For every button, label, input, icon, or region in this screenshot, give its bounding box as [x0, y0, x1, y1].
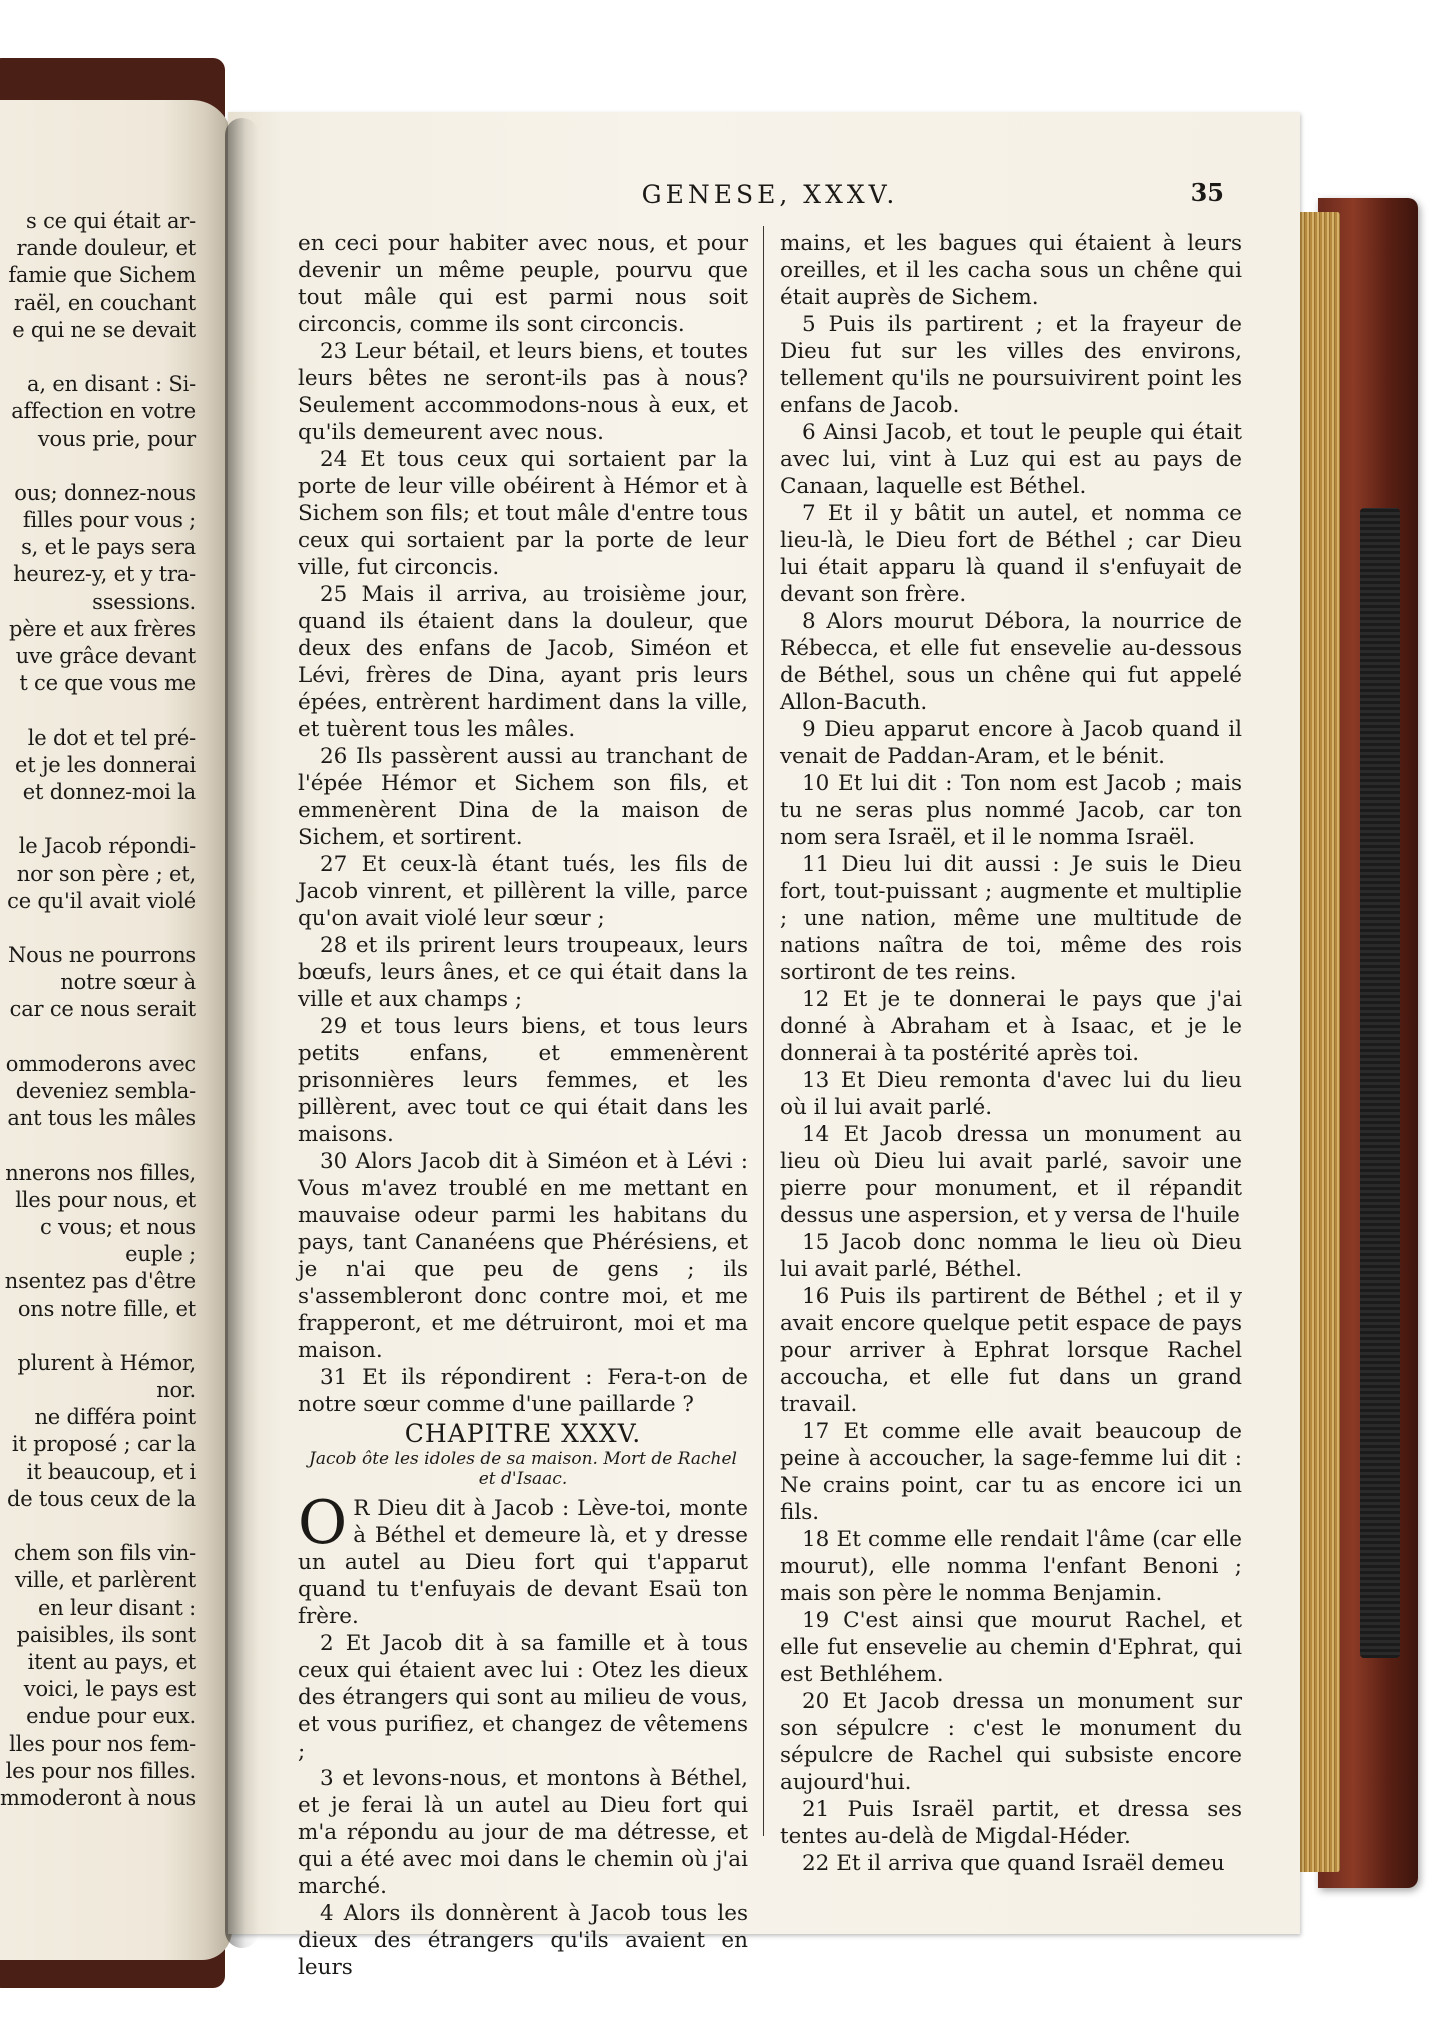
left-page-line: notre sœur à — [60, 970, 196, 995]
left-page-line: le dot et tel pré- — [27, 725, 196, 750]
left-page-line: nsentez pas d'être — [4, 1269, 196, 1294]
left-page-line: de tous ceux de la — [6, 1486, 196, 1511]
verse-paragraph: en ceci pour habiter avec nous, et pour devenir un même peuple, pourvu que tout mâle qui est parmi nous soit circoncis, comme ils sont circoncis. — [298, 231, 748, 337]
left-page-line: s ce qui était ar- — [26, 209, 196, 233]
left-page-line: chem son fils vin- — [13, 1541, 196, 1566]
left-page-line: père et aux frères — [9, 616, 196, 641]
left-page-line — [0, 1513, 196, 1540]
left-page-line: it beaucoup, et i — [26, 1459, 196, 1484]
left-page-line — [0, 344, 196, 371]
verse-paragraph: 12 Et je te donnerai le pays que j'ai donné à Abraham et à Isaac, et je le donnerai à ta postérité après toi. — [780, 987, 1242, 1066]
left-page-line: rande douleur, et — [16, 236, 196, 261]
left-page — [0, 100, 232, 1960]
left-page-line: it proposé ; car la — [11, 1432, 196, 1457]
chapter-summary — [298, 1449, 748, 1489]
verse-1-paragraph — [298, 1488, 748, 1630]
left-page-line: s, et le pays sera — [21, 535, 196, 560]
left-page-line: en leur disant : — [38, 1595, 196, 1620]
verse-paragraph: 18 Et comme elle rendait l'âme (car elle mourut), elle nomma l'enfant Benoni ; mais son père le nomma Benjamin. — [780, 1527, 1242, 1606]
left-page-line: e qui ne se devait — [12, 317, 196, 342]
verse-paragraph: 17 Et comme elle avait beaucoup de peine à accoucher, la sage-femme lui dit : Ne crains point, car tu as encore ici un fils. — [780, 1419, 1242, 1525]
verse-paragraph: 20 Et Jacob dressa un monument sur son sépulcre : c'est le monument du sépulcre de Rachel qui subsiste encore aujourd'hui. — [780, 1689, 1242, 1795]
left-page-line: plurent à Hémor, — [17, 1350, 196, 1375]
left-page-line: affection en votre — [11, 399, 196, 424]
left-page-line: uve grâce devant — [15, 644, 196, 668]
left-page-line: les pour nos filles. — [5, 1758, 196, 1783]
left-page-line: a, en disant : Si- — [27, 372, 196, 397]
left-page-line: Nous ne pourrons — [7, 943, 196, 968]
left-page-line — [0, 453, 196, 480]
verse-paragraph: 9 Dieu apparut encore à Jacob quand il venait de Paddan-Aram, et le bénit. — [780, 717, 1242, 769]
left-page-line: heurez-y, et y tra- — [13, 562, 196, 587]
verse-paragraph: 26 Ils passèrent aussi au tranchant de l'épée Hémor et Sichem son fils, et emmenèrent Dina de la maison de Sichem, et sortirent. — [298, 744, 748, 850]
verse-paragraph: 15 Jacob donc nomma le lieu où Dieu lui avait parlé, Béthel. — [780, 1230, 1242, 1282]
chapter-heading: CHAPITRE XXXV. — [404, 1419, 642, 1448]
verse-paragraph: mains, et les bagues qui étaient à leurs oreilles, et il les cacha sous un chêne qui était auprès de Sichem. — [780, 231, 1242, 310]
right-column — [780, 230, 1242, 1877]
left-page-line: vous prie, pour — [37, 426, 196, 451]
verse-paragraph: 21 Puis Israël partit, et dressa ses tentes au-delà de Migdal-Héder. — [780, 1797, 1242, 1849]
cover-spine-stripe — [1360, 508, 1400, 1658]
left-page-line: itent au pays, et — [27, 1649, 196, 1674]
left-page-text — [0, 208, 196, 1812]
left-page-line: et donnez-moi la — [22, 779, 196, 804]
left-page-line: endue pour eux. — [26, 1704, 196, 1729]
left-page-line: ant tous les mâles — [7, 1106, 196, 1131]
verse-paragraph: 2 Et Jacob dit à sa famille et à tous ceux qui étaient avec lui : Otez les dieux des étrangers qui sont au milieu de vous, et vous purifiez, et changez de vêtemens ; — [298, 1631, 748, 1764]
verse-paragraph: 10 Et lui dit : Ton nom est Jacob ; mais tu ne seras plus nommé Jacob, car ton nom sera Israël, et il le nomma Israël. — [780, 771, 1242, 850]
verse-paragraph: 30 Alors Jacob dit à Siméon et à Lévi : Vous m'avez troublé en me mettant en mauvaise odeur parmi les habitans du pays, tant Cananéens que Phérésiens, et je n'ai que peu de gens ; ils s'assembleront donc contre moi, et me frapperont, et me détruiront, moi et ma maison. — [298, 1149, 748, 1363]
left-page-line: lles pour nos fem- — [9, 1731, 196, 1756]
verse-1-text: R Dieu dit à Jacob : Lève-toi, monte à Béthel et demeure là, et y dresse un autel au Dieu fort qui t'apparut quand tu t'enfuyais de devant Esaü ton frère. — [298, 1496, 748, 1629]
verse-paragraph: 5 Puis ils partirent ; et la frayeur de Dieu fut sur les villes des environs, tellement qu'ils ne poursuivirent point les enfans de Jacob. — [780, 312, 1242, 418]
left-page-line: raël, en couchant — [14, 290, 196, 315]
left-page-line: filles pour vous ; — [22, 508, 196, 533]
left-page-line: car ce nous serait — [9, 997, 196, 1022]
left-page-line: voici, le pays est — [23, 1677, 196, 1702]
left-page-line: paisibles, ils sont — [16, 1622, 196, 1647]
verse-paragraph: 3 et levons-nous, et montons à Béthel, et je ferai là un autel au Dieu fort qui m'a répondu au jour de ma détresse, et qui a été avec moi dans le chemin où j'ai marché. — [298, 1766, 748, 1899]
left-page-line: euple ; — [125, 1242, 196, 1267]
page-number: 35 — [1190, 178, 1224, 207]
verse-paragraph: 28 et ils prirent leurs troupeaux, leurs bœufs, leurs ânes, et ce qui était dans la ville et aux champs ; — [298, 933, 748, 1012]
gutter-shadow — [225, 118, 259, 1948]
left-page-line: ommoderons avec — [5, 1051, 196, 1076]
verse-paragraph: 31 Et ils répondirent : Fera-t-on de notre sœur comme d'une paillarde ? — [298, 1365, 748, 1417]
page-edges — [1300, 212, 1340, 1872]
verse-paragraph: 25 Mais il arriva, au troisième jour, quand ils étaient dans la douleur, que deux des enfans de Jacob, Siméon et Lévi, frères de Dina, ayant pris leurs épées, entrèrent hardiment dans la ville, et tuèrent tous les mâles. — [298, 582, 748, 742]
verse-paragraph: 8 Alors mourut Débora, la nourrice de Rébecca, et elle fut ensevelie au-dessous de Béthel, sous un chêne qui fut appelé Allon-Bacuth. — [780, 609, 1242, 715]
left-page-line — [0, 1132, 196, 1159]
verse-paragraph: 13 Et Dieu remonta d'avec lui du lieu où il lui avait parlé. — [780, 1068, 1242, 1120]
left-page-line: nor son père ; et, — [16, 861, 196, 886]
verse-paragraph: 27 Et ceux-là étant tués, les fils de Jacob vinrent, et pillèrent la ville, parce qu'on avait violé leur sœur ; — [298, 852, 748, 931]
verse-paragraph: 29 et tous leurs biens, et tous leurs petits enfans, et emmenèrent prisonnières leurs femmes, et les pillèrent, avec tout ce qui était dans les maisons. — [298, 1014, 748, 1147]
left-page-line — [0, 697, 196, 724]
verse-paragraph: 14 Et Jacob dressa un monument au lieu où Dieu lui avait parlé, savoir une pierre pour monument, et il répandit dessus une aspersion, et y versa de l'huile — [780, 1122, 1242, 1228]
column-rule — [763, 226, 764, 1836]
verse-paragraph: 11 Dieu lui dit aussi : Je suis le Dieu fort, tout-puissant ; augmente et multiplie ; une nation, même une multitude de nations naîtra de toi, même des rois sortiront de tes reins. — [780, 852, 1242, 985]
left-page-line: le Jacob répondi- — [18, 834, 196, 859]
left-page-line: et je les donnerai — [15, 752, 196, 777]
left-page-line: lles pour nous, et — [15, 1187, 196, 1212]
verse-paragraph: 6 Ainsi Jacob, et tout le peuple qui était avec lui, vint à Luz qui est au pays de Canaan, laquelle est Béthel. — [780, 420, 1242, 499]
left-page-line: famie que Sichem — [8, 263, 196, 288]
left-page-line: nnerons nos filles, — [5, 1160, 196, 1185]
verse-paragraph: 19 C'est ainsi que mourut Rachel, et elle fut ensevelie au chemin d'Ephrat, qui est Bethléhem. — [780, 1608, 1242, 1687]
left-page-line: ssessions. — [92, 589, 196, 614]
left-page-line: t ce que vous me — [19, 671, 196, 696]
left-page-line: ne différa point — [34, 1405, 196, 1430]
left-column — [298, 230, 748, 1981]
verse-paragraph: 24 Et tous ceux qui sortaient par la porte de leur ville obéirent à Hémor et à Sichem son fils; et tout mâle d'entre tous ceux qui sortaient par la porte de leur ville, fut circoncis. — [298, 447, 748, 580]
left-page-line: mmoderont à nous — [0, 1785, 197, 1810]
left-page-line: deveniez sembla- — [15, 1079, 196, 1103]
left-page-line: ce qu'il avait violé — [7, 888, 196, 913]
chapter-summary-line: Jacob ôte les idoles de sa maison. Mort de Rachel — [309, 1449, 737, 1469]
verse-paragraph: 22 Et il arriva que quand Israël demeu — [802, 1851, 1225, 1876]
chapter-summary-line: et d'Isaac. — [478, 1469, 568, 1489]
drop-cap: O — [298, 1488, 348, 1558]
left-page-line: ville, et parlèrent — [14, 1568, 196, 1593]
left-page-line: c vous; et nous — [39, 1214, 196, 1239]
verse-paragraph: 4 Alors ils donnèrent à Jacob tous les dieux des étrangers qu'ils avaient en leurs — [298, 1901, 748, 1980]
left-page-line: ons notre fille, et — [17, 1296, 196, 1321]
left-page-line: ous; donnez-nous — [14, 480, 196, 505]
running-head: GENESE, XXXV. — [641, 180, 899, 209]
left-page-line — [0, 1323, 196, 1350]
left-page-line: nor. — [156, 1378, 196, 1403]
verse-paragraph: 23 Leur bétail, et leurs biens, et toutes leurs bêtes ne seront-ils pas à nous? Seulement accommodons-nous à eux, et qu'ils demeurent avec nous. — [298, 339, 748, 445]
left-page-line — [0, 915, 196, 942]
left-page-line — [0, 806, 196, 833]
left-page-line — [0, 1024, 196, 1051]
verse-paragraph: 16 Puis ils partirent de Béthel ; et il y avait encore quelque petit espace de pays pour arriver à Ephrat lorsque Rachel accoucha, et elle fut dans un grand travail. — [780, 1284, 1242, 1417]
verse-paragraph: 7 Et il y bâtit un autel, et nomma ce lieu-là, le Dieu fort de Béthel ; car Dieu lui était apparu là quand il s'enfuyait de devant son frère. — [780, 501, 1242, 607]
